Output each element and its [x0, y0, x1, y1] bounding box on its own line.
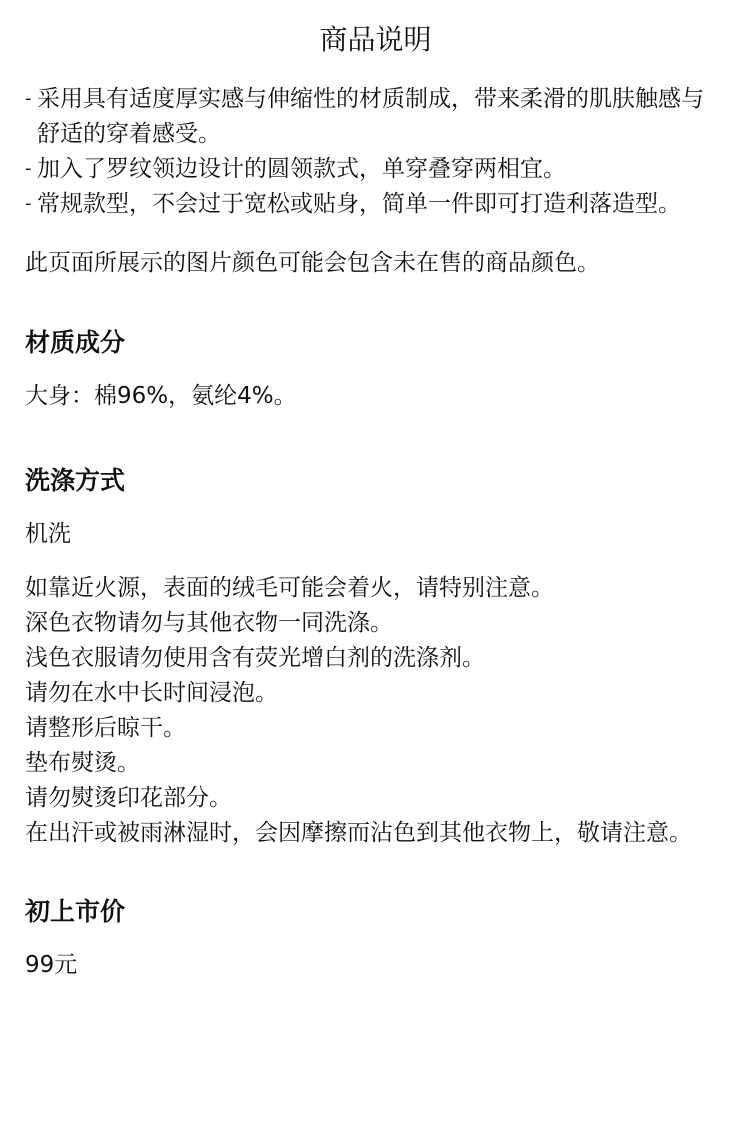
care-instruction: 在出汗或被雨淋湿时，会因摩擦而沾色到其他衣物上，敬请注意。	[25, 820, 692, 846]
care-instruction: 垫布熨烫。	[25, 750, 140, 776]
care-instruction: 请勿熨烫印花部分。	[25, 785, 232, 811]
care-instruction: 如靠近火源，表面的绒毛可能会着火，请特别注意。	[25, 575, 554, 601]
description-bullet: - 常规款型，不会过于宽松或贴身，简单一件即可打造利落造型。	[25, 187, 726, 222]
care-instruction: 浅色衣服请勿使用含有荧光增白剂的洗涤剂。	[25, 645, 485, 671]
price-value: 99元	[25, 952, 78, 978]
care-instruction: 请勿在水中长时间浸泡。	[25, 680, 278, 706]
care-instruction: 请整形后晾干。	[25, 715, 186, 741]
color-disclaimer: 此页面所展示的图片颜色可能会包含未在售的商品颜色。	[25, 250, 600, 276]
materials-text: 大身：棉96%，氨纶4%。	[25, 383, 297, 409]
page-title: 商品说明	[319, 23, 432, 56]
care-instruction: 深色衣物请勿与其他衣物一同洗涤。	[25, 610, 393, 636]
materials-heading: 材质成分	[25, 328, 126, 357]
price-heading: 初上市价	[25, 897, 126, 926]
washing-heading: 洗涤方式	[25, 466, 126, 495]
description-bullet-list	[25, 82, 726, 222]
care-instructions-list	[25, 571, 726, 851]
description-bullet: - 加入了罗纹领边设计的圆领款式，单穿叠穿两相宜。	[25, 152, 726, 187]
washing-method: 机洗	[25, 521, 71, 547]
description-bullet: - 采用具有适度厚实感与伸缩性的材质制成，带来柔滑的肌肤触感与舒适的穿着感受。	[25, 82, 726, 152]
